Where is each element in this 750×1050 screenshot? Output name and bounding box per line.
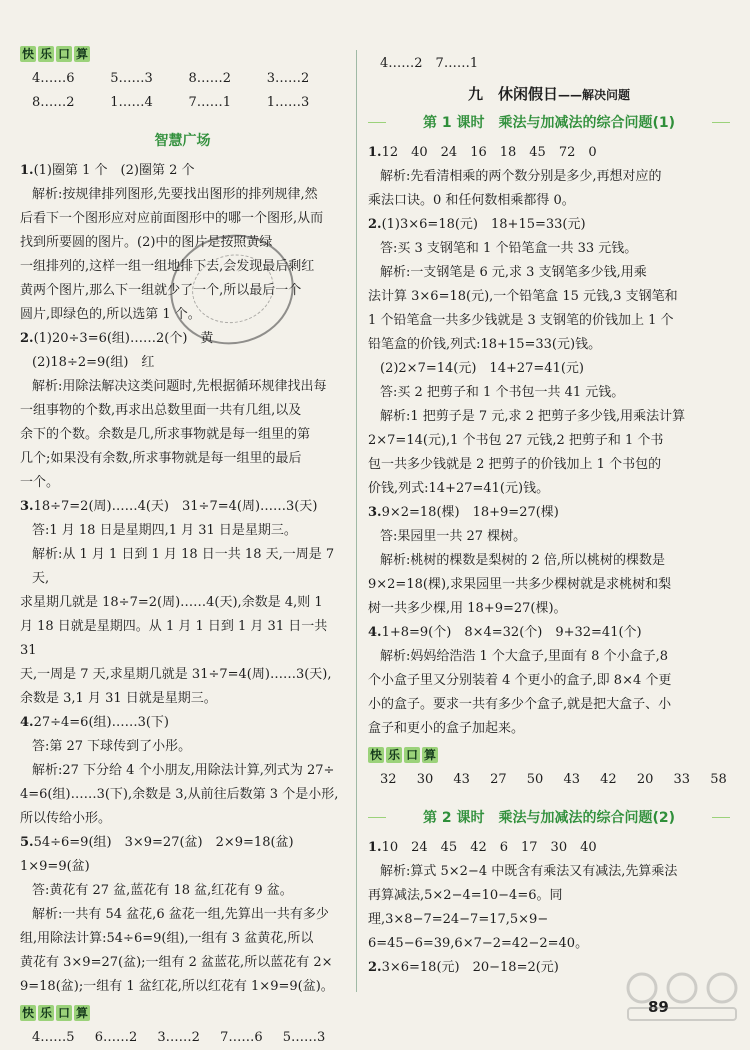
mental-math-answer: 20 (636, 772, 654, 787)
answer-line: 解析:按规律排列图形,先要找出图形的排列规律,然 (32, 187, 318, 202)
problem-number: 2. (368, 960, 382, 975)
question-3 (368, 501, 730, 621)
answer-line: 解析:妈妈给浩浩 1 个大盒子,里面有 8 个小盒子,8 (380, 649, 668, 664)
problem-number: 1. (368, 840, 382, 855)
problem-number: 4. (20, 715, 34, 730)
answer-line: (1)圈第 1 个 (2)圈第 2 个 (33, 163, 195, 178)
mental-math-answer: 4……6 (32, 71, 75, 86)
answer-line: 乘法口诀。0 和任何数相乘都得 0。 (368, 193, 575, 208)
answer-line: 求星期几就是 18÷7=2(周)……4(天),余数是 4,则 1 (20, 595, 323, 610)
answer-line: 答:黄花有 27 盆,蓝花有 18 盆,红花有 9 盆。 (32, 883, 293, 898)
answer-line: 18÷7=2(周)……4(天) 31÷7=4(周)……3(天) (33, 499, 318, 514)
answer-line: 圆片,即绿色的,所以选第 1 个。 (20, 307, 201, 322)
page-number: 89 (648, 998, 669, 1016)
carryover-answers: 4……2 7……1 (380, 56, 479, 71)
problem-number: 5. (20, 835, 34, 850)
answer-line: 天,一周是 7 天,求星期几就是 31÷7=4(周)……3(天), (20, 667, 332, 682)
answer-line: 几个;如果没有余数,所求事物就是每一组里的最后 (20, 451, 302, 466)
question-2-1 (368, 836, 730, 956)
mental-math-answer: 30 (416, 772, 434, 787)
problem-number: 1. (20, 163, 34, 178)
answer-line: 9×2=18(棵),求果园里一共多少棵树就是求桃树和梨 (368, 577, 672, 592)
mental-math-answer: 3……2 (266, 71, 310, 86)
answer-line: 小的盒子。要求一共有多少个盒子,就是把大盒子、小 (368, 697, 672, 712)
mental-math-answer: 43 (563, 772, 580, 787)
answer-line: 答:买 2 把剪子和 1 个书包一共 41 元钱。 (380, 385, 625, 400)
answer-line: 余下的个数。余数是几,所求事物就是每一组里的第 (20, 427, 311, 442)
answer-line: 3×6=18(元) 20−18=2(元) (381, 960, 559, 975)
mental-math-answers-right (368, 768, 730, 792)
answer-line: 6=45−6=39,6×7−2=42−2=40。 (368, 936, 589, 951)
answer-line: 包一共多少钱就是 2 把剪子的价钱加上 1 个书包的 (368, 457, 662, 472)
right-column (368, 52, 730, 1012)
unit-title: 九 休闲假日——解决问题 (467, 85, 631, 103)
answer-line: 答:买 3 支钢笔和 1 个铅笔盒一共 33 元钱。 (380, 241, 638, 256)
answer-line: 答:1 月 18 日是星期四,1 月 31 日是星期三。 (32, 523, 297, 538)
answer-line: (1)20÷3=6(组)……2(个) 黄 (33, 331, 214, 346)
mental-math-answer: 1……3 (266, 95, 310, 110)
mental-math-answer: 32 (380, 772, 397, 787)
answer-line: 一组事物的个数,再求出总数里面一共有几组,以及 (20, 403, 302, 418)
answer-line: 再算减法,5×2−4=10−4=6。同理,3×8−7=24−7=17,5×9− (368, 888, 563, 927)
answer-line: (2)2×7=14(元) 14+27=41(元) (380, 361, 584, 376)
answer-line: 树一共多少棵,用 18+9=27(棵)。 (368, 601, 567, 616)
kuaile-kousuan-tag: 快 乐 口 算 (21, 47, 88, 61)
answer-line: 1 个铅笔盒一共多少钱就是 3 支钢笔的价钱加上 1 个 (368, 313, 674, 328)
mental-math-answer: 4……5 (32, 1030, 75, 1045)
answer-line: 12 40 24 16 18 45 72 0 (381, 145, 597, 160)
answer-line: 54÷6=9(组) 3×9=27(盆) 2×9=18(盆) 1×9=9(盆) (20, 835, 307, 874)
mental-math-answer: 27 (490, 772, 507, 787)
answer-line: 解析:算式 5×2−4 中既含有乘法又有减法,先算乘法 (380, 864, 678, 879)
answer-line: 铅笔盒的价钱,列式:18+15=33(元)钱。 (368, 337, 602, 352)
watermark-logo (622, 968, 742, 1026)
answer-line: 解析:从 1 月 1 日到 1 月 18 日一共 18 天,一周是 7 天, (32, 547, 339, 586)
answer-line: 9=18(盆);一组有 1 盆红花,所以红花有 1×9=9(盆)。 (20, 979, 334, 994)
section-title: 智慧广场 (154, 133, 211, 149)
mental-math-answer: 3……2 (157, 1030, 200, 1045)
answer-line: 解析:桃树的棵数是梨树的 2 倍,所以桃树的棵数是 (380, 553, 666, 568)
mental-math-answer: 6……2 (94, 1030, 138, 1045)
mental-math-answer: 5……3 (110, 71, 153, 86)
answer-line: (2)18÷2=9(组) 红 (32, 355, 155, 370)
answer-line: 解析:一共有 54 盆花,6 盆花一组,先算出一共有多少 (32, 907, 329, 922)
answer-line: 27÷4=6(组)……3(下) (33, 715, 170, 730)
mental-math-answer: 1……4 (110, 95, 153, 110)
answer-line: 黄两个图片,那么下一组就少了一个,所以最后一个 (20, 283, 302, 298)
mental-math-answer: 7……1 (188, 95, 232, 110)
answer-line: 解析:27 下分给 4 个小朋友,用除法计算,列式为 27÷ (32, 763, 335, 778)
lesson-2-title: 第 2 课时 乘法与加减法的综合问题(2) (368, 806, 730, 830)
answer-line: (1)3×6=18(元) 18+15=33(元) (381, 217, 586, 232)
answer-line: 余数是 3,1 月 31 日就是星期三。 (20, 691, 217, 706)
answer-line: 解析:用除法解决这类问题时,先根据循环规律找出每 (32, 379, 327, 394)
answer-line: 个小盒子里又分别装着 4 个更小的盒子,即 8×4 个更 (368, 673, 672, 688)
answer-line: 答:第 27 下球传到了小彤。 (32, 739, 192, 754)
problem-number: 2. (368, 217, 382, 232)
problem-5 (20, 831, 345, 999)
answer-line: 后看下一个图形应对应前面图形中的哪一个图形,从而 (20, 211, 324, 226)
mental-math-answer: 8……2 (32, 95, 75, 110)
question-2 (368, 213, 730, 501)
answer-line: 法计算 3×6=18(元),一个铅笔盒 15 元钱,3 支钢笔和 (368, 289, 678, 304)
answer-line: 一组排列的,这样一组一组地排下去,会发现最后剩红 (20, 259, 315, 274)
answer-line: 10 24 45 42 6 17 30 40 (381, 840, 597, 855)
problem-4 (20, 711, 345, 831)
answer-line: 解析:1 把剪子是 7 元,求 2 把剪子多少钱,用乘法计算 (380, 409, 686, 424)
question-1 (368, 141, 730, 213)
problem-1 (20, 159, 345, 327)
answer-line: 一个。 (20, 475, 60, 490)
answer-line: 黄花有 3×9=27(盆);一组有 2 盆蓝花,所以蓝花有 2× (20, 955, 333, 970)
mental-math-answer: 5……3 (282, 1030, 326, 1045)
left-column (20, 40, 345, 1045)
column-divider (356, 50, 357, 992)
problem-3 (20, 495, 345, 711)
mental-math-answers-top (20, 67, 345, 115)
answer-line: 解析:一支钢笔是 6 元,求 3 支钢笔多少钱,用乘 (380, 265, 647, 280)
question-4 (368, 621, 730, 741)
answer-line: 答:果园里一共 27 棵树。 (380, 529, 527, 544)
mental-math-answer: 42 (600, 772, 617, 787)
answer-line: 找到所要圆的图片。(2)中的图片是按照黄绿 (20, 235, 273, 250)
problem-2 (20, 327, 345, 495)
mental-math-answer: 58 (710, 772, 727, 787)
answer-line: 组,用除法计算:54÷6=9(组),一组有 3 盆黄花,所以 (20, 931, 314, 946)
kuaile-kousuan-tag: 快 乐 口 算 (21, 1006, 88, 1020)
answer-line: 2×7=14(元),1 个书包 27 元钱,2 把剪子和 1 个书 (368, 433, 664, 448)
lesson-1-title: 第 1 课时 乘法与加减法的综合问题(1) (368, 111, 730, 135)
problem-number: 4. (368, 625, 382, 640)
mental-math-answer: 7……6 (220, 1030, 263, 1045)
answer-line: 所以传给小形。 (20, 811, 112, 826)
problem-number: 2. (20, 331, 34, 346)
mental-math-answers-bottom (20, 1026, 345, 1050)
answer-line: 盒子和更小的盒子加起来。 (368, 721, 525, 736)
mental-math-answer: 8……2 (188, 71, 232, 86)
mental-math-answer: 50 (526, 772, 544, 787)
answer-line: 9×2=18(棵) 18+9=27(棵) (381, 505, 559, 520)
answer-line: 价钱,列式:14+27=41(元)钱。 (368, 481, 550, 496)
answer-line: 4=6(组)……3(下),余数是 3,从前往后数第 3 个是小形, (20, 787, 339, 802)
answer-line: 解析:先看清相乘的两个数分别是多少,再想对应的 (380, 169, 662, 184)
answer-line: 月 18 日就是星期四。从 1 月 1 日到 1 月 31 日一共 31 (20, 619, 332, 658)
kuaile-kousuan-tag: 快 乐 口 算 (369, 748, 436, 762)
problem-number: 3. (20, 499, 34, 514)
problem-number: 3. (368, 505, 382, 520)
problem-number: 1. (368, 145, 382, 160)
answer-line: 1+8=9(个) 8×4=32(个) 9+32=41(个) (381, 625, 642, 640)
mental-math-answer: 43 (453, 772, 470, 787)
mental-math-answer: 33 (673, 772, 691, 787)
